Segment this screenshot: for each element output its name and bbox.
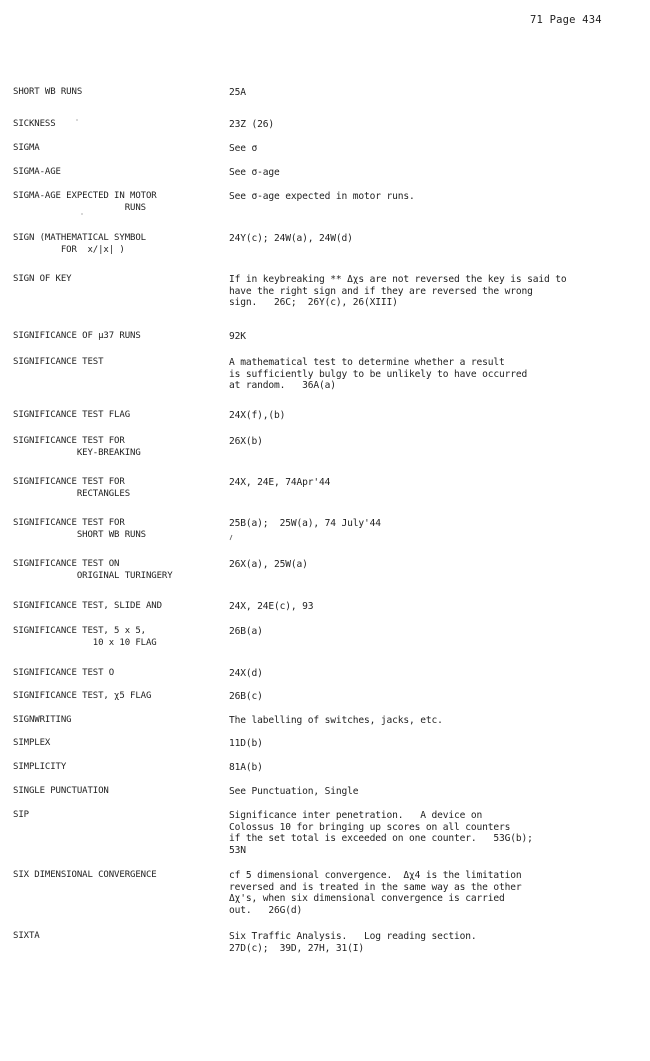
definition-line: Δχ's, when six dimensional convergence is carried (229, 893, 505, 904)
entry-term (13, 762, 223, 774)
entry-definition (229, 810, 644, 856)
entry-definition (229, 87, 644, 99)
entry-definition (229, 626, 644, 638)
term-line: SIGNIFICANCE TEST FOR (13, 436, 125, 446)
entry-definition (229, 167, 644, 179)
term-line: SIGNIFICANCE TEST FOR (13, 518, 125, 528)
definition-line: reversed and is treated in the same way as the other (229, 881, 522, 893)
entry-term (13, 410, 223, 422)
definition-line: cf 5 dimensional convergence. Δχ4 is the limitation (229, 870, 522, 881)
entry-definition (229, 668, 644, 680)
definition-line: 24X, 24E(c), 93 (229, 601, 314, 612)
definition-line: 24X(d) (229, 668, 263, 679)
entry-term (13, 931, 223, 943)
entry-term (13, 87, 223, 99)
entry-definition (229, 477, 644, 489)
definition-line: is sufficiently bulgy to be unlikely to have occurred (229, 368, 528, 380)
term-line: FOR x/|x| ) (13, 244, 125, 255)
definition-line: 26X(a), 25W(a) (229, 559, 308, 570)
definition-line: 27D(c); 39D, 27H, 31(I) (229, 942, 365, 954)
term-line: SIGNIFICANCE TEST, 5 x 5, (13, 626, 146, 636)
entry-definition (229, 762, 644, 774)
entry-term (13, 233, 223, 256)
entry-term (13, 143, 223, 155)
page-number: 71 Page 434 (530, 14, 602, 26)
definition-line: 23Z (26) (229, 119, 275, 130)
entry-term (13, 738, 223, 750)
definition-line: 24X, 24E, 74Apr'44 (229, 477, 331, 488)
entry-definition (229, 870, 644, 916)
term-line: SIXTA (13, 931, 40, 941)
term-line: SIMPLEX (13, 738, 51, 748)
definition-line: The labelling of switches, jacks, etc. (229, 715, 443, 726)
entry-term (13, 167, 223, 179)
term-line: SICKNESS (13, 119, 56, 129)
definition-line: Significance inter penetration. A device on (229, 810, 483, 821)
entry-term (13, 601, 223, 613)
definition-line: 26B(c) (229, 691, 263, 702)
definition-line: sign. 26C; 26Y(c), 26(XIII) (229, 297, 398, 308)
definition-line: Six Traffic Analysis. Log reading section. (229, 931, 477, 942)
entry-definition (229, 518, 644, 530)
entry-definition (229, 331, 644, 343)
definition-line: have the right sign and if they are reversed the wrong (229, 285, 533, 297)
term-line: SHORT WB RUNS (13, 529, 146, 540)
term-line: SINGLE PUNCTUATION (13, 786, 109, 796)
term-line: SIP (13, 810, 29, 820)
entry-term (13, 715, 223, 727)
term-line: SIGNIFICANCE TEST, χ5 FLAG (13, 691, 152, 701)
term-line: SIGN OF KEY (13, 274, 72, 284)
entry-term (13, 477, 223, 500)
entry-definition (229, 274, 644, 309)
entry-term (13, 436, 223, 459)
entry-definition (229, 738, 644, 750)
definition-line: 25A (229, 87, 246, 98)
term-line: SIGMA (13, 143, 40, 153)
entry-term (13, 668, 223, 680)
term-line: SIGNIFICANCE OF μ37 RUNS (13, 331, 141, 341)
term-line: SIGNIFICANCE TEST FLAG (13, 410, 131, 420)
term-line: SIGNIFICANCE TEST FOR (13, 477, 125, 487)
entry-definition (229, 410, 644, 422)
entry-definition (229, 931, 644, 954)
entry-term (13, 559, 223, 582)
entry-term (13, 810, 223, 822)
term-line: SIGNIFICANCE TEST (13, 357, 104, 367)
term-line: SIGNIFICANCE TEST ON (13, 559, 120, 569)
term-line: RECTANGLES (13, 488, 131, 499)
term-line: SIX DIMENSIONAL CONVERGENCE (13, 870, 157, 880)
definition-line: at random. 36A(a) (229, 380, 336, 391)
definition-line: 53N (229, 844, 246, 856)
entry-term (13, 357, 223, 369)
definition-line: If in keybreaking ** Δχs are not reversed the key is said to (229, 274, 567, 285)
entry-term (13, 274, 223, 286)
entry-term (13, 870, 223, 882)
definition-line: 26B(a) (229, 626, 263, 637)
term-line: KEY-BREAKING (13, 447, 141, 458)
entry-term (13, 119, 223, 131)
entry-definition (229, 691, 644, 703)
entry-definition (229, 357, 644, 392)
definition-line: 81A(b) (229, 762, 263, 773)
term-line: SIGNIFICANCE TEST, SLIDE AND (13, 601, 162, 611)
entry-definition (229, 119, 644, 131)
term-line: SIGMA-AGE (13, 167, 61, 177)
definition-line: See Punctuation, Single (229, 786, 359, 797)
definition-line: See σ (229, 143, 258, 154)
term-line: ORIGINAL TURINGERY (13, 570, 173, 581)
entry-definition (229, 233, 644, 245)
entry-definition (229, 559, 644, 571)
entry-term (13, 691, 223, 703)
definition-line: if the set total is exceeded on one counter. 53G(b); (229, 833, 533, 844)
term-line: SHORT WB RUNS (13, 87, 83, 97)
term-line: SIGNWRITING (13, 715, 72, 725)
definition-line: Colossus 10 for bringing up scores on all counters (229, 821, 511, 833)
term-line: SIGNIFICANCE TEST O (13, 668, 115, 678)
term-line: SIGN (MATHEMATICAL SYMBOL (13, 233, 146, 243)
entry-term (13, 191, 223, 214)
definition-line: A mathematical test to determine whether a result (229, 357, 505, 368)
definition-line: 25B(a); 25W(a), 74 July'44 (229, 518, 381, 529)
entry-definition (229, 143, 644, 155)
stray-mark (230, 535, 232, 540)
entry-definition (229, 715, 644, 727)
entry-definition (229, 601, 644, 613)
definition-line: 24Y(c); 24W(a), 24W(d) (229, 233, 353, 244)
definition-line: See σ-age (229, 167, 280, 178)
entry-term (13, 518, 223, 541)
entry-definition (229, 191, 644, 203)
term-line: SIMPLICITY (13, 762, 67, 772)
term-line: SIGMA-AGE EXPECTED IN MOTOR (13, 191, 157, 201)
term-line: 10 x 10 FLAG (13, 637, 157, 648)
entry-term (13, 786, 223, 798)
entry-definition (229, 786, 644, 798)
entry-term (13, 331, 223, 343)
definition-line: 26X(b) (229, 436, 263, 447)
definition-line: 24X(f),(b) (229, 410, 286, 421)
definition-line: 11D(b) (229, 738, 263, 749)
term-line: RUNS (13, 202, 146, 213)
definition-line: See σ-age expected in motor runs. (229, 191, 415, 202)
entry-term (13, 626, 223, 649)
definition-line: out. 26G(d) (229, 904, 303, 916)
definition-line: 92K (229, 331, 246, 342)
entry-definition (229, 436, 644, 448)
